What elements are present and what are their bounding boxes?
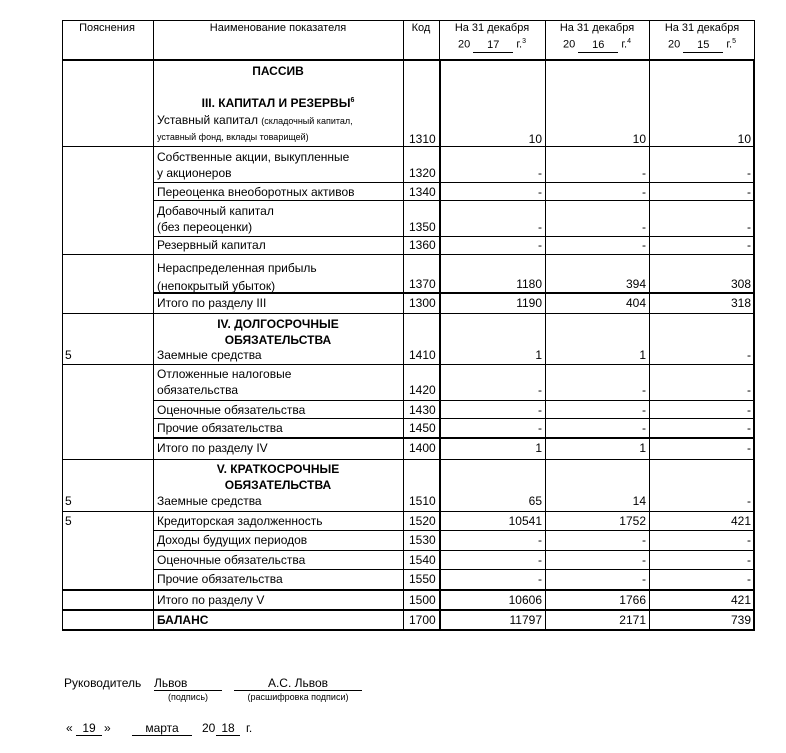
row-1700-name: БАЛАНС <box>157 613 209 627</box>
row-1320-value-2015: - <box>747 166 751 180</box>
row-1350-name: Добавочный капитал (без переоценки) <box>157 204 274 234</box>
period-year: 16 <box>578 39 618 53</box>
row-1450-value-2017: - <box>538 421 542 435</box>
grid-line <box>153 182 755 183</box>
row-1310-name-2: уставный фонд, вклады товарищей) <box>157 132 309 142</box>
row-1700-value-2015: 739 <box>730 613 751 627</box>
row-1520-value-2015: 421 <box>730 514 751 528</box>
row-1430-name: Оценочные обязательства <box>157 403 306 417</box>
row-1320-name: Собственные акции, выкупленные у акционеров <box>157 150 350 180</box>
grid-line <box>403 20 404 630</box>
grid-line <box>545 20 546 630</box>
signature-field: Львов <box>154 676 222 691</box>
row-1430-value-2015: - <box>747 403 751 417</box>
row-1450-value-2015: - <box>747 421 751 435</box>
row-1360-code: 1360 <box>409 238 436 252</box>
grid-line <box>62 20 63 630</box>
row-1370-value-2017: 1180 <box>516 277 542 291</box>
grid-line <box>153 550 755 551</box>
grid-line <box>62 459 755 460</box>
row-1400-value-2016: 1 <box>639 441 646 455</box>
grid-line <box>62 364 755 365</box>
section-long-term: IV. ДОЛГОСРОЧНЫЕ ОБЯЗАТЕЛЬСТВА <box>217 317 339 347</box>
row-1360-value-2016: - <box>642 238 646 252</box>
row-1310-value-2016: 10 <box>632 132 646 146</box>
row-1700-value-2017: 11797 <box>509 613 542 627</box>
period-year: 15 <box>683 39 723 53</box>
grid-line <box>153 418 755 419</box>
row-1410-note: 5 <box>65 348 72 362</box>
row-1410-value-2017: 1 <box>535 348 542 362</box>
row-1310-value-2017: 10 <box>528 132 542 146</box>
row-1340-value-2016: - <box>642 185 646 199</box>
grid-line <box>62 589 755 591</box>
period-label: На 31 декабря <box>664 22 740 34</box>
row-1540-value-2017: - <box>538 553 542 567</box>
grid-line <box>153 200 755 201</box>
row-1530-name: Доходы будущих периодов <box>157 533 308 547</box>
name-field: А.С. Львов <box>234 676 362 691</box>
date-year-prefix: 20 <box>202 721 216 735</box>
grid-line <box>153 437 755 439</box>
row-1410-value-2015: - <box>747 348 751 362</box>
row-1450-name: Прочие обязательства <box>157 421 283 435</box>
grid-line <box>62 313 755 314</box>
row-1700-value-2016: 2171 <box>619 613 646 627</box>
row-1360-value-2015: - <box>747 238 751 252</box>
row-1300-name: Итого по разделу III <box>157 296 267 310</box>
row-1500-value-2017: 10606 <box>508 593 542 607</box>
row-1420-value-2017: - <box>538 383 542 397</box>
section-short-term: V. КРАТКОСРОЧНЫЕ ОБЯЗАТЕЛЬСТВА <box>216 462 340 492</box>
row-1300-value-2017: 1190 <box>516 296 542 310</box>
header-period-2015: На 31 декабря 20 15 г.$^5$ <box>650 22 754 53</box>
row-1370-value-2015: 308 <box>730 277 751 291</box>
row-1340-name: Переоценка внеоборотных активов <box>157 185 355 199</box>
row-1370-code: 1370 <box>409 277 436 291</box>
row-1540-code: 1540 <box>409 553 436 567</box>
row-1510-name: Заемные средства <box>157 494 262 508</box>
row-1350-value-2016: - <box>642 220 646 234</box>
row-1400-name: Итого по разделу IV <box>157 441 268 455</box>
row-1320-value-2017: - <box>538 166 542 180</box>
grid-line <box>153 400 755 401</box>
head-label: Руководитель <box>64 676 142 690</box>
row-1310-value-2015: 10 <box>737 132 751 146</box>
row-1340-value-2017: - <box>538 185 542 199</box>
row-1520-value-2017: 10541 <box>508 514 542 528</box>
row-1700-code: 1700 <box>409 613 436 627</box>
row-1540-value-2015: - <box>747 553 751 567</box>
row-1360-name: Резервный капитал <box>157 238 266 252</box>
row-1500-value-2016: 1766 <box>619 593 646 607</box>
row-1300-value-2016: 404 <box>625 296 646 310</box>
row-1510-code: 1510 <box>409 494 436 508</box>
row-1530-value-2015: - <box>747 533 751 547</box>
signature-caption: (подпись) <box>167 692 209 702</box>
period-label: На 31 декабря <box>559 22 635 34</box>
row-1370-name: Нераспределенная прибыль (непокрытый убыток) <box>157 261 317 293</box>
row-1550-value-2015: - <box>747 572 751 586</box>
grid-line <box>62 629 755 631</box>
date-day: 19 <box>76 721 102 736</box>
row-1430-code: 1430 <box>409 403 436 417</box>
date-month: марта <box>132 721 192 736</box>
row-1410-value-2016: 1 <box>639 348 646 362</box>
grid-line <box>62 59 755 61</box>
row-1320-value-2016: - <box>642 166 646 180</box>
row-1420-code: 1420 <box>409 383 436 397</box>
grid-line <box>62 609 755 611</box>
grid-line <box>62 20 755 21</box>
row-1450-code: 1450 <box>409 421 436 435</box>
row-1420-value-2015: - <box>747 383 751 397</box>
row-1510-value-2015: - <box>747 494 751 508</box>
row-1360-value-2017: - <box>538 238 542 252</box>
row-1450-value-2016: - <box>642 421 646 435</box>
header-code: Код <box>411 22 431 34</box>
row-1340-value-2015: - <box>747 185 751 199</box>
row-1500-code: 1500 <box>409 593 436 607</box>
row-1540-value-2016: - <box>642 553 646 567</box>
row-1400-value-2017: 1 <box>535 441 542 455</box>
row-1310-code: 1310 <box>409 132 436 146</box>
row-1420-value-2016: - <box>642 383 646 397</box>
header-notes: Пояснения <box>79 22 135 34</box>
row-1350-value-2017: - <box>538 220 542 234</box>
row-1300-code: 1300 <box>409 296 436 310</box>
row-1410-code: 1410 <box>409 348 436 362</box>
grid-line <box>62 146 755 147</box>
row-1550-value-2016: - <box>642 572 646 586</box>
grid-line <box>754 20 755 60</box>
row-1550-name: Прочие обязательства <box>157 572 283 586</box>
row-1350-code: 1350 <box>409 220 436 234</box>
period-year: 17 <box>473 39 513 53</box>
row-1340-code: 1340 <box>409 185 436 199</box>
row-1350-value-2015: - <box>747 220 751 234</box>
row-1320-code: 1320 <box>409 166 436 180</box>
grid-line <box>439 20 440 60</box>
row-1520-value-2016: 1752 <box>619 514 646 528</box>
row-1550-value-2017: - <box>538 572 542 586</box>
header-period-2017: На 31 декабря 20 17 г.$^3$ <box>440 22 544 53</box>
section-capital: III. КАПИТАЛ И РЕЗЕРВЫ$^6$ <box>201 96 355 110</box>
row-1500-name: Итого по разделу V <box>157 593 265 607</box>
row-1510-value-2017: 65 <box>528 494 542 508</box>
section-liabilities: ПАССИВ <box>252 64 304 78</box>
row-1520-note: 5 <box>65 514 72 528</box>
grid-line <box>153 530 755 531</box>
row-1530-code: 1530 <box>409 533 436 547</box>
row-1310-name: Уставный капитал (складочный капитал, <box>157 113 353 127</box>
row-1370-value-2016: 394 <box>625 277 646 291</box>
row-1400-code: 1400 <box>409 441 436 455</box>
row-1530-value-2016: - <box>642 533 646 547</box>
grid-line <box>62 511 755 512</box>
date-year-suffix: г. <box>246 721 253 735</box>
row-1400-value-2015: - <box>747 441 751 455</box>
row-1510-value-2016: 14 <box>632 494 646 508</box>
row-1300-value-2015: 318 <box>730 296 751 310</box>
row-1510-note: 5 <box>65 494 72 508</box>
date-quote-close: » <box>104 721 111 735</box>
row-1500-value-2015: 421 <box>730 593 751 607</box>
row-1420-name: Отложенные налоговые обязательства <box>157 367 292 397</box>
header-indicator-name: Наименование показателя <box>209 22 347 34</box>
row-1530-value-2017: - <box>538 533 542 547</box>
date-year: 18 <box>216 721 240 736</box>
row-1540-name: Оценочные обязательства <box>157 553 306 567</box>
row-1410-name: Заемные средства <box>157 348 262 362</box>
header-period-2016: На 31 декабря 20 16 г.$^4$ <box>546 22 648 53</box>
row-1520-name: Кредиторская задолженность <box>157 514 323 528</box>
grid-line <box>153 236 755 237</box>
period-label: На 31 декабря <box>454 22 530 34</box>
grid-line <box>62 254 755 255</box>
date-quote-open: « <box>66 721 73 735</box>
row-1520-code: 1520 <box>409 514 436 528</box>
row-1430-value-2016: - <box>642 403 646 417</box>
row-1430-value-2017: - <box>538 403 542 417</box>
grid-line <box>649 20 650 630</box>
name-caption: (расшифровка подписи) <box>247 692 349 702</box>
row-1550-code: 1550 <box>409 572 436 586</box>
grid-line <box>153 569 755 570</box>
